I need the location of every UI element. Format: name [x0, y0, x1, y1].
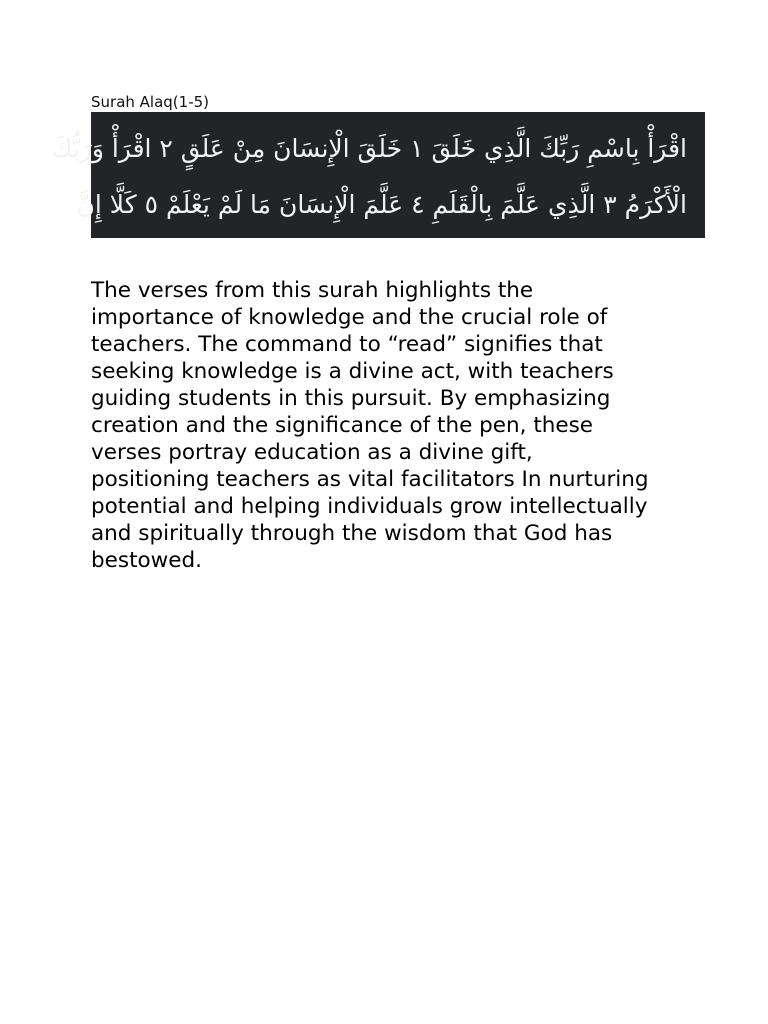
paragraph-line: teachers. The command to “read” signifies that	[91, 332, 603, 357]
paragraph-line: bestowed.	[91, 548, 202, 573]
paragraph-line: potential and helping individuals grow intellectually	[91, 494, 648, 519]
verse-line: اقْرَأْ بِاسْمِ رَبِّكَ الَّذِي خَلَقَ ١ خَلَقَ الْإِنسَانَ مِنْ عَلَقٍ ٢ اقْرَأْ وَرَبُّكَ	[51, 134, 687, 163]
paragraph-line: guiding students in this pursuit. By emphasizing	[91, 386, 611, 411]
paragraph-line: seeking knowledge is a divine act, with teachers	[91, 359, 614, 384]
paragraph-line: verses portray education as a divine gift,	[91, 440, 533, 465]
image-caption: Surah Alaq(1-5)	[91, 93, 210, 111]
paragraph-line: and spiritually through the wisdom that God has	[91, 521, 613, 546]
body-paragraph	[91, 277, 691, 574]
paragraph-line: creation and the significance of the pen, these	[91, 413, 594, 438]
paragraph-line: importance of knowledge and the crucial role of	[91, 305, 608, 330]
quran-verse-image	[51, 112, 705, 238]
paragraph-line: positioning teachers as vital facilitators In nurturing	[91, 467, 649, 492]
verse-line: الْأَكْرَمُ ٣ الَّذِي عَلَّمَ بِالْقَلَمِ ٤ عَلَّمَ الْإِنسَانَ مَا لَمْ يَعْلَمْ ٥ كَلَّا إِنَّ	[76, 190, 687, 219]
paragraph-line: The verses from this surah highlights the	[91, 278, 534, 303]
